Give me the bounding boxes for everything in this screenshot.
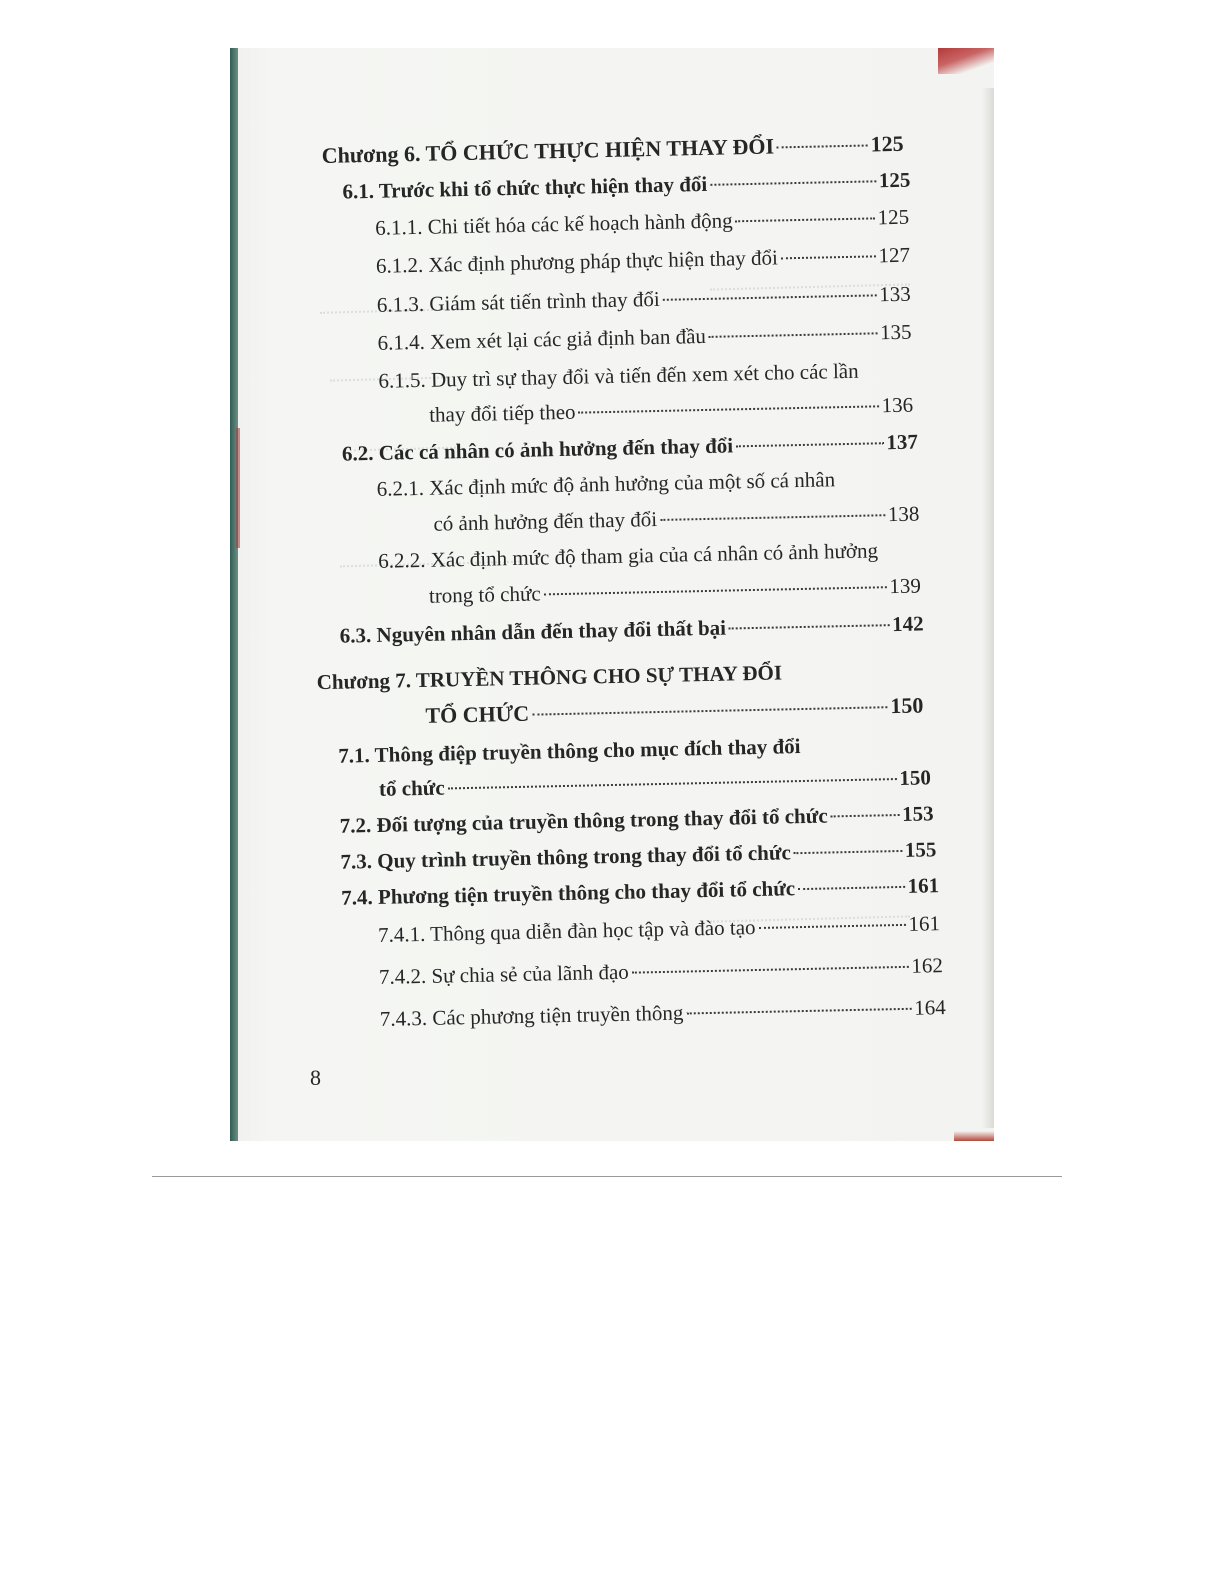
toc-entry-title: 7.4.2. Sự chia sẻ của lãnh đạo [378,959,630,989]
toc-page-number: 139 [889,573,922,599]
toc-page-number: 135 [879,319,912,345]
toc-entry-title: 6.1.4. Xem xét lại các giả định ban đầu [377,323,707,355]
toc-entry-7-1-line1: 7.1. Thông điệp truyền thông cho mục đích thay đổi [338,734,801,768]
toc-entry-6-1-5 [429,393,913,427]
toc-entry-title: Chương 6. TỔ CHỨC THỰC HIỆN THAY ĐỔI [321,133,775,168]
toc-page-number: 136 [881,392,914,418]
toc-page-number: 142 [891,611,924,637]
dot-leader [798,886,905,890]
toc-entry-6-1-3 [377,282,911,317]
toc-page-number: 150 [890,692,924,719]
dot-leader [660,514,885,521]
toc-entry-title: 6.2. Các cá nhân có ảnh hưởng đến thay đổi [341,433,734,466]
toc-entry-title: 6.1. Trước khi tổ chức thực hiện thay đổi [342,171,708,204]
toc-entry-chapter-7-line1: Chương 7. TRUYỀN THÔNG CHO SỰ THAY ĐỔI [316,660,783,695]
toc-entry-7-1 [379,765,931,801]
toc-entry-6-1-5-line1: 6.1.5. Duy trì sự thay đổi và tiến đến xem xét cho các lần [378,358,859,393]
toc-entry-chapter-6 [321,132,903,168]
dot-leader [532,706,887,715]
toc-entry-6-2-1-line1: 6.2.1. Xác định mức độ ảnh hưởng của một số cá nhân [376,467,836,501]
toc-entry-title: 7.2. Đối tượng của truyền thông trong thay đổi tổ chức [339,803,828,838]
dot-leader [736,442,883,447]
toc-page-number: 125 [870,130,904,157]
toc-page-number: 127 [878,242,911,268]
toc-page-number: 161 [907,873,940,898]
dot-leader [632,966,909,974]
toc-entry-title: 7.4.1. Thông qua diễn đàn học tập và đào tạo [377,915,756,947]
dot-leader [710,180,876,185]
toc-entry-6-1-4 [377,320,911,355]
toc-page-number: 137 [886,429,919,455]
toc-entry-7-4-3 [380,995,946,1031]
toc-entry-6-1 [342,168,910,204]
dot-leader [736,217,875,222]
toc-entry-title: thay đổi tiếp theo [428,399,576,427]
dot-leader [663,294,877,300]
dot-leader [729,624,889,629]
toc-entry-title: 6.1.2. Xác định phương pháp thực hiện thay đổi [375,245,779,278]
table-of-contents [230,48,994,1141]
dot-leader [686,1008,911,1015]
toc-entry-7-2 [340,801,934,837]
toc-entry-title: 7.3. Quy trình truyền thông trong thay đổi tổ chức [340,840,792,874]
toc-page-number: 150 [899,765,932,790]
dot-leader [579,405,879,413]
toc-entry-chapter-7 [425,693,923,727]
toc-page-number: 125 [877,204,910,230]
toc-entry-title: 6.1.3. Giám sát tiến trình thay đổi [376,286,660,317]
toc-entry-6-1-2 [376,243,910,278]
toc-entry-title: trong tổ chức [428,581,541,608]
toc-entry-7-4-2 [379,953,943,989]
toc-entry-title: 7.4.3. Các phương tiện truyền thông [379,1000,684,1031]
dot-leader [777,145,868,149]
toc-page-number: 153 [901,801,934,826]
toc-entry-6-3 [340,611,924,647]
toc-page-number: 164 [913,995,946,1020]
toc-page-number: 125 [878,167,911,193]
toc-entry-title: tổ chức [378,775,445,801]
page-number: 8 [310,1065,321,1090]
scanned-page [230,48,994,1141]
toc-entry-7-3 [340,837,936,873]
toc-entry-6-2-1 [433,502,919,536]
toc-entry-7-4-1 [378,911,940,947]
toc-entry-6-2 [342,430,918,466]
toc-page-number: 155 [904,837,937,862]
toc-entry-title: có ảnh hưởng đến thay đổi [433,507,658,536]
toc-entry-6-2-2-line1: 6.2.2. Xác định mức độ tham gia của cá nhân có ảnh hưởng [377,538,879,573]
horizontal-divider [152,1176,1062,1177]
toc-page-number: 133 [878,281,911,307]
toc-entry-6-2-2 [429,574,921,608]
toc-page-number: 162 [911,953,944,978]
dot-leader [544,586,887,595]
toc-page-number: 161 [908,911,941,936]
dot-leader [759,924,906,929]
toc-entry-title: 6.1.1. Chi tiết hóa các kế hoạch hành động [374,208,733,240]
toc-entry-title: 6.3. Nguyên nhân dẫn đến thay đổi thất bại [339,615,727,648]
dot-leader [831,814,900,817]
toc-entry-title: TỔ CHỨC [425,700,530,728]
toc-page-number: 138 [887,501,920,527]
toc-entry-7-4 [341,873,939,910]
dot-leader [448,778,897,789]
dot-leader [781,255,876,259]
dot-leader [794,850,902,854]
toc-entry-6-1-1 [375,205,909,240]
dot-leader [709,332,877,338]
toc-entry-title: 7.4. Phương tiện truyền thông cho thay đổi tổ chức [341,876,796,910]
